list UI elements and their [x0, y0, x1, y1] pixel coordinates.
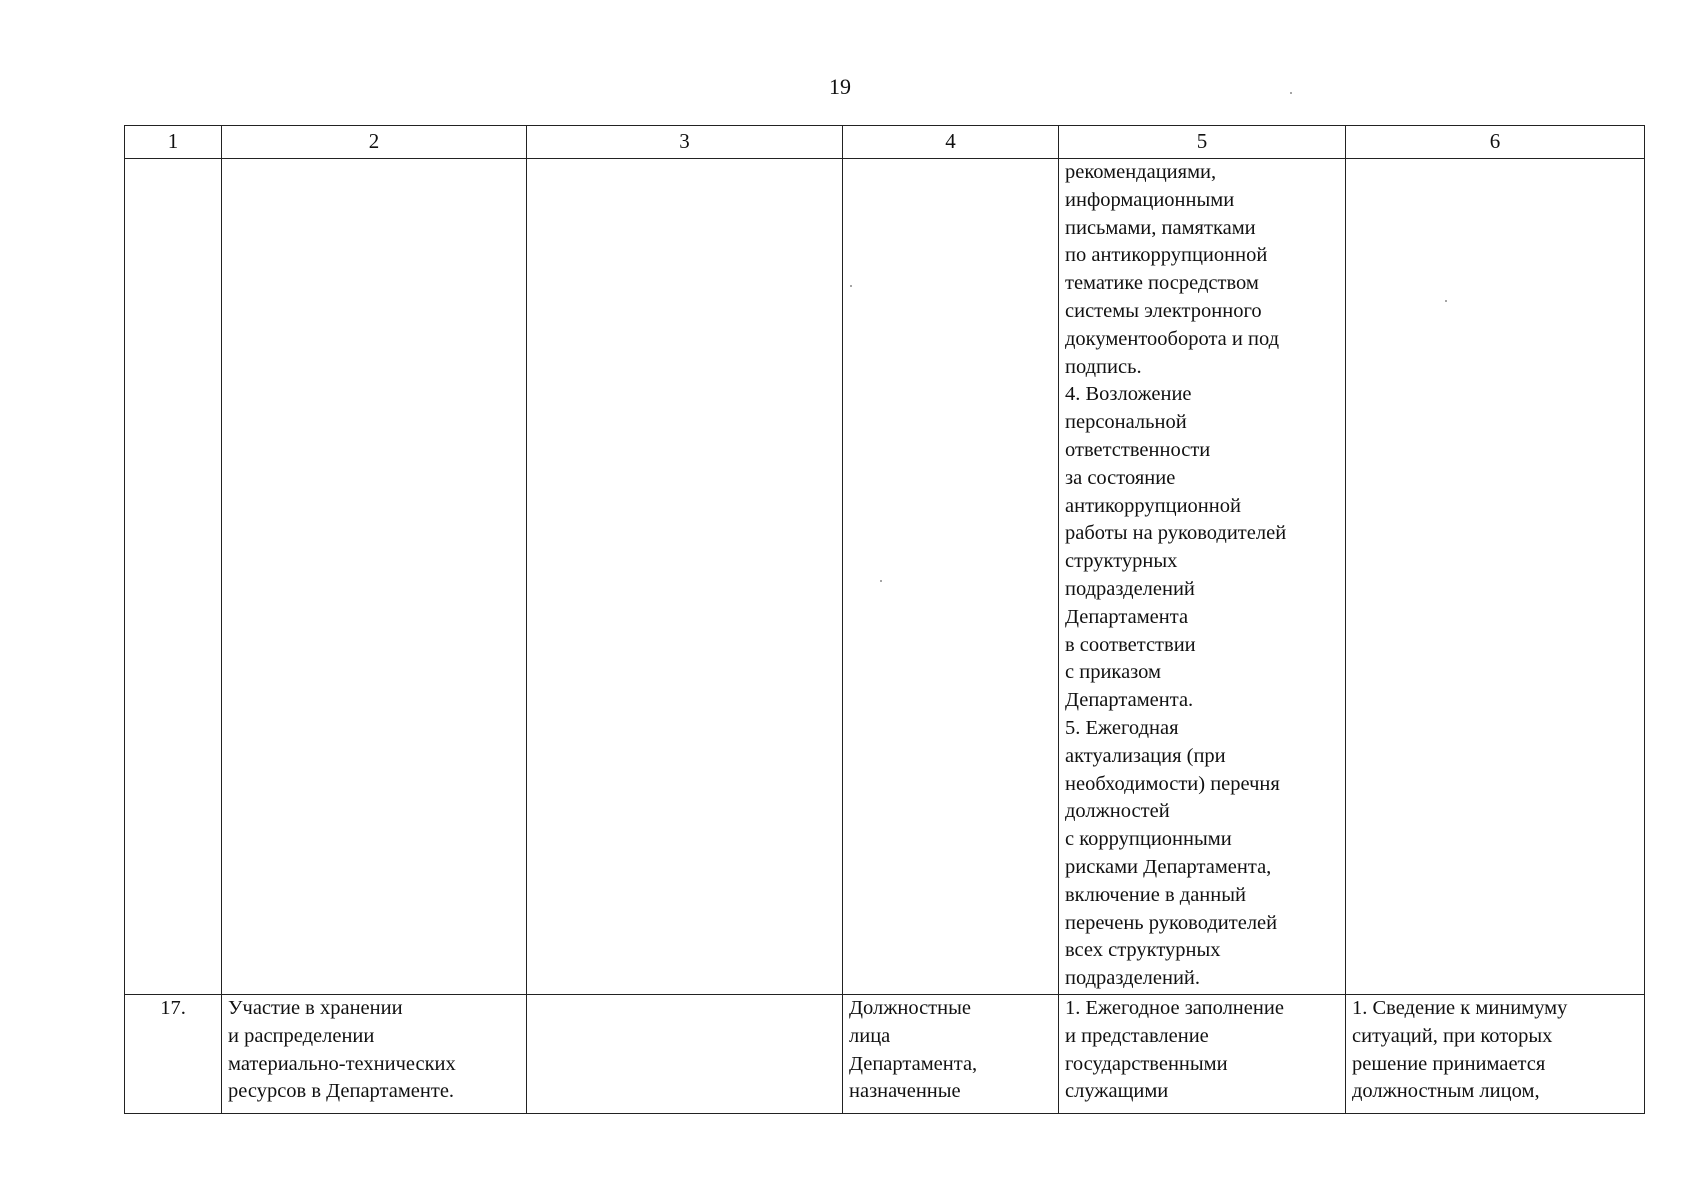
text-line: 1. Ежегодное заполнение — [1065, 997, 1284, 1019]
text-line: актуализация (при — [1065, 744, 1226, 767]
text-line: и представление — [1065, 1024, 1209, 1047]
header-col-1: 1 — [125, 126, 222, 159]
text-line: Департамента — [1065, 605, 1189, 628]
table-row-17 — [125, 995, 1645, 1114]
row-17-col-6 — [1346, 995, 1645, 1114]
text-line: с коррупционными — [1065, 828, 1232, 851]
text-line: назначенные — [849, 1080, 961, 1103]
text-line: персональной — [1065, 411, 1187, 434]
header-col-5: 5 — [1059, 126, 1346, 159]
text-line: Департамента. — [1065, 689, 1194, 712]
header-col-3: 3 — [527, 126, 843, 159]
page-number: 19 — [829, 74, 851, 99]
text-line: с приказом — [1065, 661, 1161, 684]
cont-col-2 — [222, 159, 527, 995]
text-line: ресурсов в Департаменте. — [228, 1080, 455, 1103]
text-line: структурных — [1065, 550, 1178, 573]
text-line: рекомендациями, — [1065, 161, 1217, 183]
row-17-col-3 — [527, 995, 843, 1114]
text-line: всех структурных — [1065, 939, 1221, 962]
scan-speck — [880, 580, 882, 582]
text-line: в соответствии — [1065, 633, 1196, 656]
text-line: ответственности — [1065, 438, 1211, 461]
text-line: перечень руководителей — [1065, 911, 1278, 934]
document-table — [124, 125, 1645, 1114]
text-line: антикоррупционной — [1065, 494, 1241, 517]
cont-col-3 — [527, 159, 843, 995]
text-line: письмами, памятками — [1065, 216, 1256, 239]
row-17-col-2 — [222, 995, 527, 1114]
row-17-number: 17. — [125, 995, 222, 1114]
text-line: за состояние — [1065, 466, 1176, 489]
text-line: должностным лицом, — [1352, 1080, 1540, 1103]
text-line: материально-технических — [228, 1052, 456, 1075]
text-line: Должностные — [849, 997, 971, 1019]
text-line: работы на руководителей — [1065, 522, 1287, 545]
text-line: 5. Ежегодная — [1065, 716, 1179, 739]
text-line: государственными — [1065, 1052, 1228, 1075]
text-line: подразделений — [1065, 577, 1195, 600]
text-line: подпись. — [1065, 355, 1142, 378]
row-17-col-4 — [843, 995, 1059, 1114]
scan-speck — [1290, 92, 1292, 94]
text-line: 4. Возложение — [1065, 383, 1192, 406]
text-line: системы электронного — [1065, 299, 1262, 322]
text-line: ситуаций, при которых — [1352, 1024, 1553, 1047]
text-line: информационными — [1065, 188, 1235, 211]
header-col-2: 2 — [222, 126, 527, 159]
text-line: подразделений. — [1065, 967, 1201, 990]
text-line: Участие в хранении — [228, 997, 403, 1019]
text-line: решение принимается — [1352, 1052, 1546, 1075]
text-line: документооборота и под — [1065, 327, 1280, 350]
cont-col-4 — [843, 159, 1059, 995]
text-line: 1. Сведение к минимуму — [1352, 997, 1568, 1019]
table-row-continuation — [125, 159, 1645, 995]
text-line: Департамента, — [849, 1052, 978, 1075]
cont-col-6 — [1346, 159, 1645, 995]
header-col-4: 4 — [843, 126, 1059, 159]
row-17-col-5 — [1059, 995, 1346, 1114]
header-row — [125, 126, 1645, 159]
text-line: лица — [849, 1024, 891, 1047]
text-line: и распределении — [228, 1024, 375, 1047]
header-col-6: 6 — [1346, 126, 1645, 159]
scan-speck — [1445, 300, 1447, 302]
scan-speck — [850, 285, 852, 287]
text-line: включение в данный — [1065, 883, 1246, 906]
text-line: служащими — [1065, 1080, 1169, 1103]
text-line: по антикоррупционной — [1065, 244, 1268, 267]
text-line: рисками Департамента, — [1065, 855, 1272, 878]
text-line: тематике посредством — [1065, 272, 1259, 295]
text-line: должностей — [1065, 800, 1170, 823]
text-line: необходимости) перечня — [1065, 772, 1280, 795]
cont-col-1 — [125, 159, 222, 995]
cont-col-5 — [1059, 159, 1346, 995]
